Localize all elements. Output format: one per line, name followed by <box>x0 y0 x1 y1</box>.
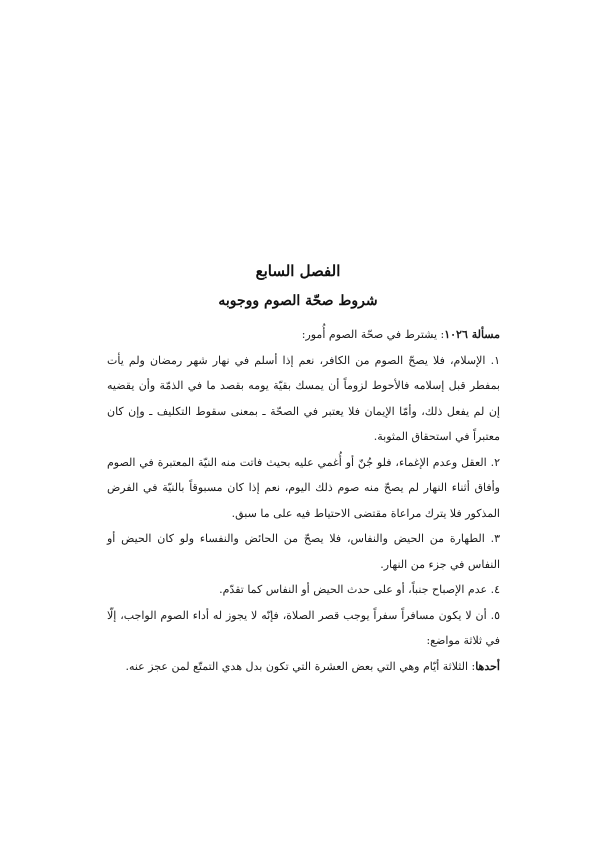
condition-paragraph-2: ٢. العقل وعدم الإغماء، فلو جُنّ أو أُغمي عليه بحيث فاتت منه النيّة المعتبرة في الصوم وأفاق أثناء النهار لم يصحّ منه صوم ذلك اليوم، نعم إذا كان مسبوقاً بالنيّة في الفرض المذكور فلا يترك مراعاة مقتضى الاحتياط فيه على ما سبق. <box>107 455 500 520</box>
issue-text: : يشترط في صحّة الصوم أُمور: <box>301 328 445 341</box>
exception-lead: أحدها <box>475 659 500 673</box>
condition-paragraph-5: ٥. أن لا يكون مسافراً سفراً يوجب قصر الصلاة، فإنّه لا يجوز له أداء الصوم الواجب، إلّا في ثلاثة مواضع: <box>107 608 500 647</box>
condition-paragraph-3: ٣. الطهارة من الحيض والنفاس، فلا يصحّ من الحائض والنفساء ولو كان الحيض أو النفاس في جزء من النهار. <box>107 532 500 571</box>
section-title: شروط صحّة الصوم ووجوبه <box>218 293 378 309</box>
body-text <box>107 322 500 679</box>
issue-label: مسألة ١٠٢٦ <box>444 328 500 341</box>
exception-paragraph-1 <box>107 654 500 680</box>
condition-paragraph-1: ١. الإسلام، فلا يصحّ الصوم من الكافر، نعم إذا أسلم في نهار شهر رمضان ولم يأت بمفطر قبل إسلامه فالأحوط لزوماً أن يمسك بقيّة يومه بقصد ما في الذمّة وأن يقضيه إن لم يفعل ذلك، وأمّا الإيمان فلا يعتبر في الصحّة ـ بمعنى سقوط التكليف ـ وإن كان معتبراً في استحقاق المثوبة. <box>107 353 500 443</box>
issue-paragraph <box>107 322 500 348</box>
exception-text: : الثلاثة أيّام وهي التي بعض العشرة التي تكون بدل هدي التمتّع لمن عجز عنه. <box>125 659 476 673</box>
condition-paragraph-4: ٤. عدم الإصباح جنباً، أو على حدث الحيض أو النفاس كما تقدّم. <box>219 583 500 596</box>
chapter-title: الفصل السابع <box>255 262 341 280</box>
